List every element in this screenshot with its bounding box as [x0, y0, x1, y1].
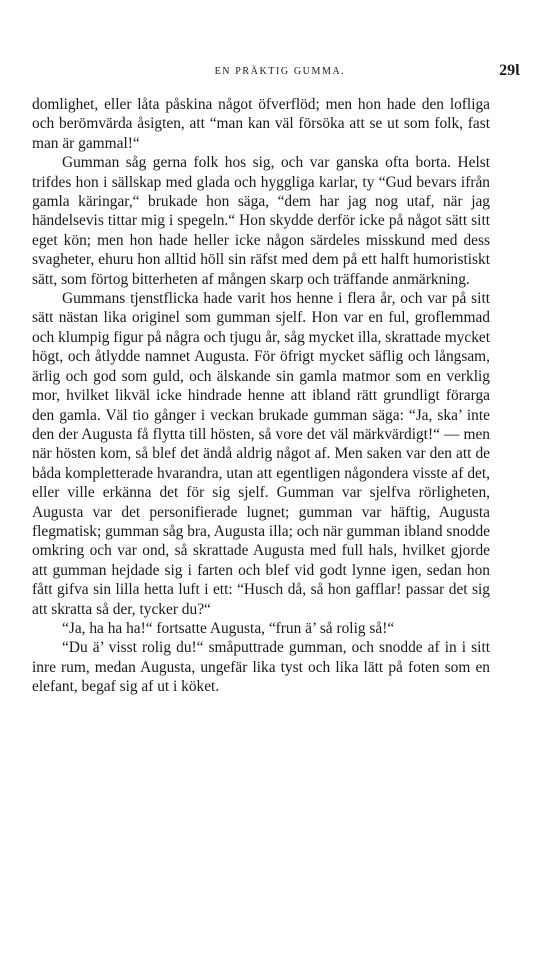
running-title: EN PRÄKTIG GUMMA.: [214, 66, 346, 77]
paragraph: “Du ä’ visst rolig du!“ småputtrade gumman, och snodde af in i sitt inre rum, medan Augusta, ungefär lika tyst och lika lätt på foten som en elefant, begaf sig af ut i köket.: [32, 639, 490, 696]
paragraph: Gumman såg gerna folk hos sig, och var ganska ofta borta. Helst trifdes hon i sällskap med glada och hyggliga karlar, ty “Gud bevars ifrån gamla käringar,“ brukade hon säga, “dem har jag nog utaf, när jag händelsevis tittar mig i spegeln.“ Hon skydde derför icke på något sätt sitt eget kön; men hon hade heller icke någon särdeles misskund med dess svagheter, ehuru hon alltid höll sin räfst med dem på ett halft humoristiskt sätt, som förtog bitterheten af mången skarp och träffande anmärkning.: [32, 154, 490, 288]
paragraph: Gummans tjenstflicka hade varit hos henne i flera år, och var på sitt sätt nästan lika originel som gumman sjelf. Hon var en ful, groflemmad och klumpig figur på några och tjugu år, såg mycket illa, skrattade mycket högt, och åtlydde namnet Augusta. För öfrigt mycket säflig och långsam, ärlig och god som guld, och älskande sin gamla matmor som en verklig mor, hvilket likväl icke hindrade henne att ibland rätt grundligt förarga den gamla. Väl tio gånger i veckan brukade gumman säga: “Ja, ska’ inte den der Augusta få flytta till hösten, så vore det väl märkvärdigt!“ — men när hösten kom, så blef det ändå aldrig något af. Men saken var den att de båda kompletterade hvarandra, utan att egentligen någondera visste af det, eller ville erkänna det för sig sjelf. Gumman var sjelfva rörligheten, Augusta var det personifierade lugnet; gumman var häftig, Augusta flegmatisk; gumman såg bra, Augusta illa; och när gumman ibland snodde omkring och var ond, så skrattade Augusta med full hals, hvilket gjorde att gumman hejdade sig i farten och blef vid godt lynne igen, sedan hon fått gifva sin lilla hetta luft i ett: “Husch då, så hon gafflar! passar det sig att skratta så der, tycker du?“: [32, 290, 490, 618]
paragraph: “Ja, ha ha ha!“ fortsatte Augusta, “frun ä’ så rolig så!“: [62, 619, 395, 637]
page-number: 29Ɩ: [499, 62, 520, 79]
paragraph: domlighet, eller låta påskina något öfverflöd; men hon hade den lofliga och berömvärda åsigten, att “man kan väl försöka att se ut som folk, fast man är gammal!“: [32, 96, 490, 152]
running-head: [0, 62, 560, 82]
body-text: [32, 95, 490, 697]
